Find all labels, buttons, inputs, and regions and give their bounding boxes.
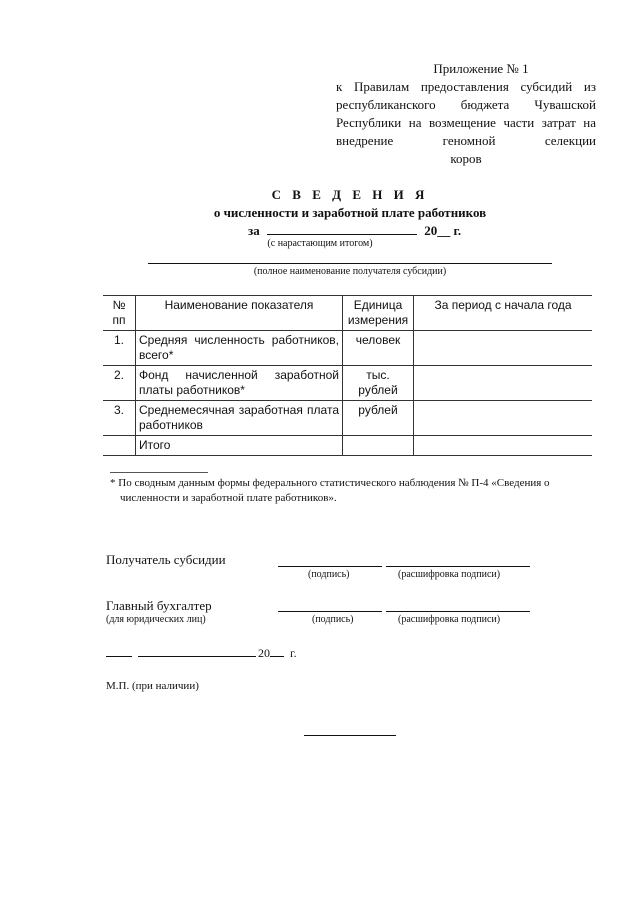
table-row bbox=[103, 331, 592, 366]
table-row bbox=[103, 401, 592, 436]
date-day-blank bbox=[106, 645, 132, 657]
header-number: № пп bbox=[103, 296, 136, 331]
accountant-decoding-caption: (расшифровка подписи) bbox=[398, 614, 501, 625]
header-period: За период с начала года bbox=[414, 296, 593, 331]
row-indicator: Фонд начисленной заработной платы работников* bbox=[136, 366, 343, 401]
accountant-signature-caption: (подпись) bbox=[312, 614, 354, 625]
header-indicator: Наименование показателя bbox=[136, 296, 343, 331]
table-total-row bbox=[103, 436, 592, 456]
appendix-body-end: коров bbox=[450, 151, 482, 166]
row-indicator: Итого bbox=[136, 436, 343, 456]
recipient-decoding-caption: (расшифровка подписи) bbox=[398, 569, 501, 580]
table-row bbox=[103, 366, 592, 401]
row-unit: человек bbox=[343, 331, 414, 366]
document-title: С В Е Д Е Н И Я bbox=[271, 187, 429, 202]
row-number: 2. bbox=[103, 366, 136, 401]
recipient-signature-line bbox=[278, 566, 382, 567]
row-value bbox=[414, 401, 593, 436]
recipient-note: (полное наименование получателя субсидии) bbox=[253, 266, 447, 277]
date-month-blank bbox=[138, 645, 256, 657]
row-number bbox=[103, 436, 136, 456]
date-line bbox=[106, 645, 297, 661]
row-value bbox=[414, 366, 593, 401]
period-blank bbox=[267, 222, 417, 235]
bottom-rule bbox=[304, 735, 396, 736]
footnote-rule bbox=[110, 472, 208, 473]
row-unit: рублей bbox=[343, 401, 414, 436]
appendix-title: Приложение № 1 bbox=[433, 61, 529, 76]
table-header-row bbox=[103, 296, 592, 331]
accountant-signature-label: Главный бухгалтер bbox=[106, 598, 212, 613]
period-note: (с нарастающим итогом) bbox=[267, 238, 373, 249]
footnote-line-1: * По сводным данным формы федерального статистического наблюдения № П-4 «Сведения о bbox=[110, 477, 550, 489]
row-unit bbox=[343, 436, 414, 456]
period-prefix: за bbox=[248, 223, 260, 238]
row-number: 3. bbox=[103, 401, 136, 436]
date-year-blank bbox=[270, 645, 284, 657]
period-line bbox=[248, 222, 461, 239]
data-table bbox=[103, 295, 592, 456]
row-indicator: Среднемесячная заработная плата работников bbox=[136, 401, 343, 436]
row-value bbox=[414, 436, 593, 456]
date-suffix: г. bbox=[290, 646, 297, 660]
footnote-line-2: численности и заработной плате работников». bbox=[120, 492, 337, 504]
recipient-name-line bbox=[148, 263, 552, 264]
accountant-signature-line bbox=[278, 611, 382, 612]
document-subtitle: о численности и заработной плате работников bbox=[213, 205, 487, 220]
accountant-signature-sublabel: (для юридических лиц) bbox=[106, 614, 206, 625]
row-indicator: Средняя численность работников, всего* bbox=[136, 331, 343, 366]
accountant-decoding-line bbox=[386, 611, 530, 612]
stamp-place: М.П. (при наличии) bbox=[106, 680, 199, 692]
recipient-signature-label: Получатель субсидии bbox=[106, 552, 226, 567]
period-year: 20__ г. bbox=[424, 223, 462, 238]
row-value bbox=[414, 331, 593, 366]
appendix-block bbox=[336, 60, 596, 168]
date-year: 20 bbox=[258, 646, 270, 660]
recipient-signature-caption: (подпись) bbox=[308, 569, 350, 580]
footnote bbox=[110, 476, 598, 506]
appendix-body: к Правилам предоставления субсидий из республиканского бюджета Чувашской Республики на возмещение части затрат на внедрение геномной селекции bbox=[336, 79, 596, 148]
recipient-decoding-line bbox=[386, 566, 530, 567]
header-unit: Единица измерения bbox=[343, 296, 414, 331]
row-number: 1. bbox=[103, 331, 136, 366]
row-unit: тыс. рублей bbox=[343, 366, 414, 401]
